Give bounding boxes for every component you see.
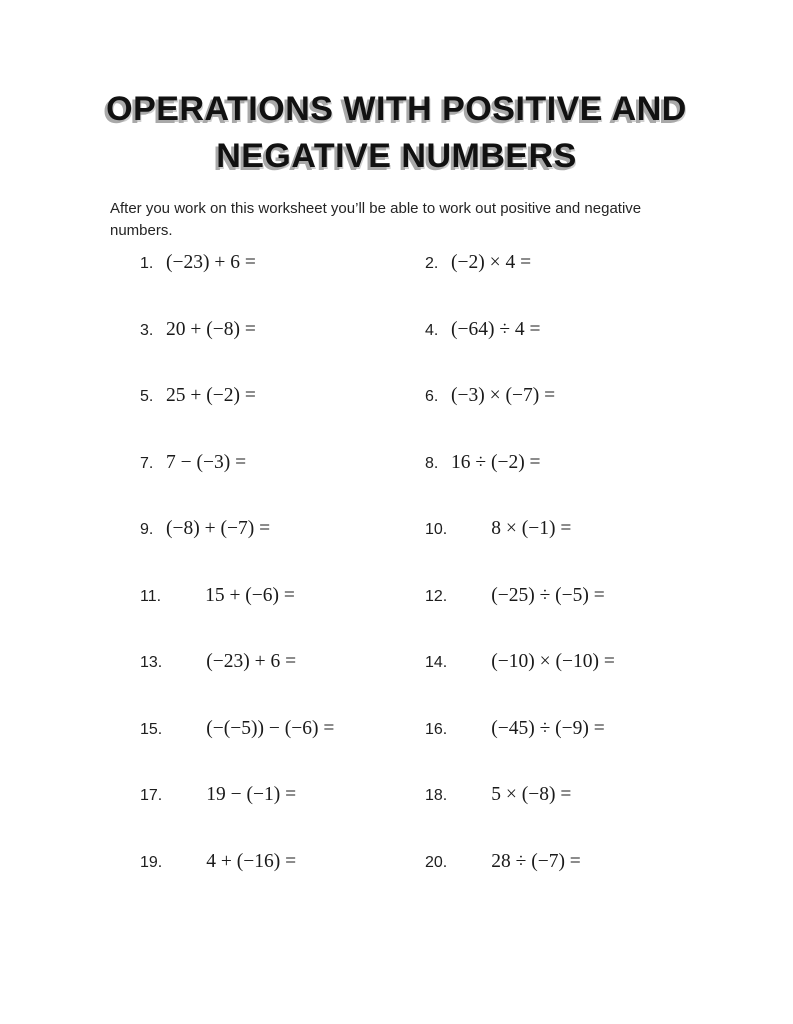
worksheet-title-line1: OPERATIONS WITH POSITIVE AND <box>106 90 687 128</box>
problem-expression: 19 − (−1) = <box>206 784 297 805</box>
problem-item <box>140 651 425 673</box>
problem-expression: 15 + (−6) = <box>205 584 295 606</box>
problem-expression: (−45) ÷ (−9) = <box>491 717 605 739</box>
problem-number: 18. <box>425 787 448 804</box>
problem-item <box>425 319 720 341</box>
problem-number: 9. <box>140 521 154 538</box>
problem-expression: (−2) × 4 = <box>451 252 532 273</box>
problem-item <box>425 385 720 407</box>
problem-number: 16. <box>425 720 448 738</box>
problem-number: 17. <box>140 787 163 804</box>
problem-number: 3. <box>140 321 154 339</box>
problem-number: 7. <box>140 454 154 472</box>
problem-number: 11. <box>140 587 162 605</box>
problem-item <box>140 784 425 806</box>
problem-number: 6. <box>425 388 439 405</box>
problem-expression: 8 × (−1) = <box>491 518 572 539</box>
problem-expression: 25 + (−2) = <box>166 385 256 406</box>
problem-number: 1. <box>140 255 154 272</box>
worksheet-title <box>0 86 793 180</box>
problem-item <box>140 518 425 540</box>
intro-text: After you work on this worksheet you’ll be able to work out positive and negative numbers. <box>110 199 642 240</box>
problem-number: 15. <box>140 720 163 738</box>
problem-expression: 5 × (−8) = <box>491 784 572 805</box>
problem-item <box>425 651 720 673</box>
problem-item <box>425 585 720 607</box>
problem-item <box>140 385 425 407</box>
problem-expression: (−(−5)) − (−6) = <box>206 717 335 739</box>
problem-expression: (−23) + 6 = <box>166 252 256 273</box>
problem-expression: 7 − (−3) = <box>166 451 247 473</box>
problem-number: 20. <box>425 853 448 871</box>
problem-number: 10. <box>425 521 448 538</box>
problem-expression: (−3) × (−7) = <box>451 385 556 406</box>
problem-number: 5. <box>140 388 154 405</box>
problem-expression: 4 + (−16) = <box>206 850 297 872</box>
problem-expression: (−8) + (−7) = <box>166 518 271 539</box>
problem-expression: 28 ÷ (−7) = <box>491 850 581 872</box>
problem-item <box>140 585 425 607</box>
problem-expression: 16 ÷ (−2) = <box>451 451 541 473</box>
problem-number: 13. <box>140 654 163 671</box>
problem-expression: (−25) ÷ (−5) = <box>491 584 605 606</box>
problem-expression: (−23) + 6 = <box>206 651 297 672</box>
problem-number: 8. <box>425 454 439 472</box>
problem-expression: (−64) ÷ 4 = <box>451 318 541 340</box>
problem-expression: (−10) × (−10) = <box>491 651 615 672</box>
problem-item <box>140 452 425 474</box>
problem-number: 19. <box>140 853 163 871</box>
problem-item <box>425 851 720 873</box>
worksheet-title-line2: NEGATIVE NUMBERS <box>216 136 577 175</box>
problem-number: 14. <box>425 654 448 671</box>
problem-item <box>425 518 720 540</box>
problem-item <box>425 252 720 274</box>
problem-item <box>140 851 425 873</box>
problem-item <box>425 452 720 474</box>
problem-item <box>425 784 720 806</box>
problem-item <box>140 718 425 740</box>
problem-number: 4. <box>425 321 439 339</box>
problem-number: 2. <box>425 255 439 272</box>
problem-expression: 20 + (−8) = <box>166 318 256 340</box>
problem-item <box>140 319 425 341</box>
problems-grid <box>140 252 720 917</box>
problem-number: 12. <box>425 587 448 605</box>
problem-item <box>140 252 425 274</box>
problem-item <box>425 718 720 740</box>
